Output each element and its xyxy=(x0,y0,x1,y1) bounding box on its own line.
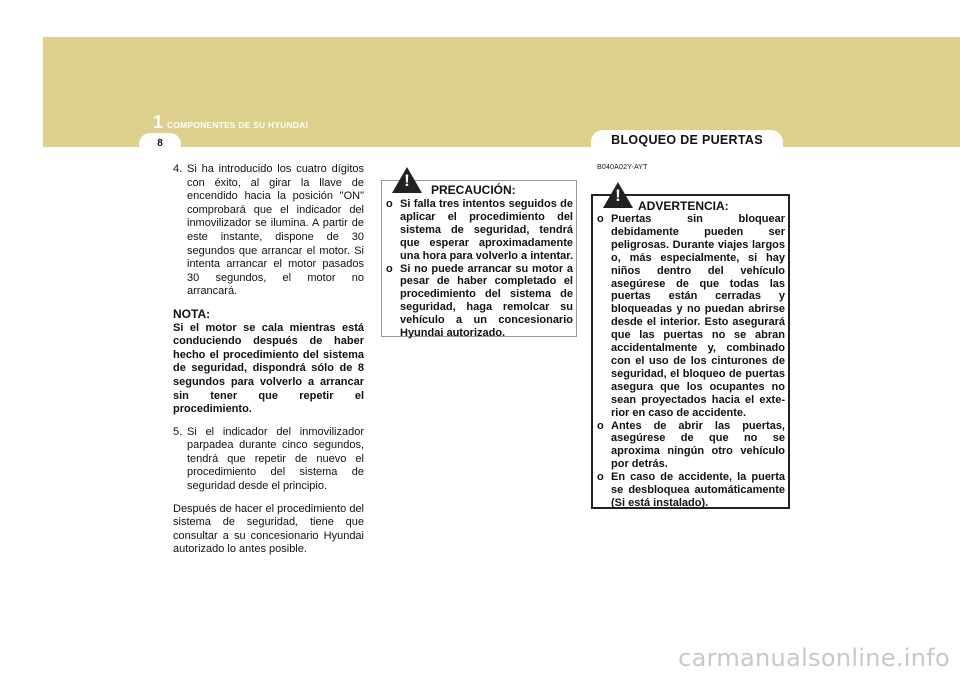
item-marker: o xyxy=(386,198,393,210)
list-item xyxy=(173,426,364,494)
item-text: Puertas sin bloquear debidamente pueden ser peligrosas. Durante viajes largos o, más especialmente, si hay niños dentro del vehículo asegúrese de que todas las puertas están cerradas y bloqueadas y no puedan abrirse desde el interior. Esto asegurará que las puertas no se abran accidentalmente y, combinado con el uso de los cinturones de seguridad, el bloqueo de puertas asegura que los ocupantes no sean proyectados hacia el exte- rior en caso de accidente. xyxy=(611,213,785,419)
exclamation-icon: ! xyxy=(404,171,410,190)
item-text: Antes de abrir las puertas, asegúrese de que no se aproxima ningún otro vehículo por detrás. xyxy=(611,419,785,471)
item-text: Si el indicador del inmovilizador parpadea durante cinco segundos, tendrá que repetir de nuevo el procedimiento del sistema de seguridad desde el principio. xyxy=(187,425,364,493)
list-item xyxy=(386,263,573,340)
list-item xyxy=(597,471,785,510)
item-marker: 5. xyxy=(173,425,183,438)
left-column xyxy=(173,163,364,557)
warning-title: ADVERTENCIA: xyxy=(638,199,729,213)
item-text: En caso de accidente, la puerta se desbloquea automáticamente (Si está instalado). xyxy=(611,471,785,509)
note-text: Si el motor se cala mientras está conduciendo después de haber hecho el procedimiento del sistema de seguridad, dispondrá sólo de 8 segundos para volverlo a arrancar sin tener que repetir el procedimiento. xyxy=(173,321,364,416)
watermark: carmanualsonline.info xyxy=(678,644,950,672)
caution-title: PRECAUCIÓN: xyxy=(431,183,516,197)
closing-paragraph: Después de hacer el procedimiento del sistema de seguridad, tiene que consultar a su concesionario Hyundai autorizado lo antes posible. xyxy=(173,502,364,556)
item-text: Si no puede arrancar su motor a pesar de haber completado el procedimiento del sistema de seguridad, haga remolcar su vehículo a un concesionario Hyundai autorizado. xyxy=(400,262,573,340)
list-item xyxy=(597,213,785,420)
warning-body xyxy=(597,213,785,510)
reference-code: B040A02Y-AYT xyxy=(597,164,648,171)
item-marker: o xyxy=(597,471,604,484)
section-title: BLOQUEO DE PUERTAS xyxy=(611,133,763,147)
item-text: Si falla tres intentos seguidos de aplicar el procedimiento del sistema de seguridad, tendrá que esperar aproximadamente una hora para volverlo a intentar. xyxy=(400,198,573,262)
item-text: Si ha introducido los cuatro dígitos con éxito, al girar la llave de encendido hacia la posición "ON" comprobará que el indicador del inmovilizador se ilumina. A partir de este instante, dispone de 30 segundos que arrancar el motor. Si intenta arrancar el motor pasados 30 segundos, el motor no arrancará. xyxy=(187,163,364,298)
chapter-heading xyxy=(153,112,308,133)
note-title: NOTA: xyxy=(173,306,211,321)
item-marker: o xyxy=(597,419,604,432)
list-item xyxy=(173,163,364,299)
chapter-number: 1 xyxy=(153,112,164,132)
item-marker: o xyxy=(597,213,604,225)
exclamation-icon: ! xyxy=(615,186,621,205)
caution-body xyxy=(386,198,573,340)
list-item xyxy=(597,420,785,472)
item-marker: 4. xyxy=(173,163,183,175)
chapter-title: COMPONENTES DE SU HYUNDAI xyxy=(167,120,309,130)
item-marker: o xyxy=(386,262,393,275)
list-item xyxy=(386,198,573,263)
page-number: 8 xyxy=(157,138,163,149)
